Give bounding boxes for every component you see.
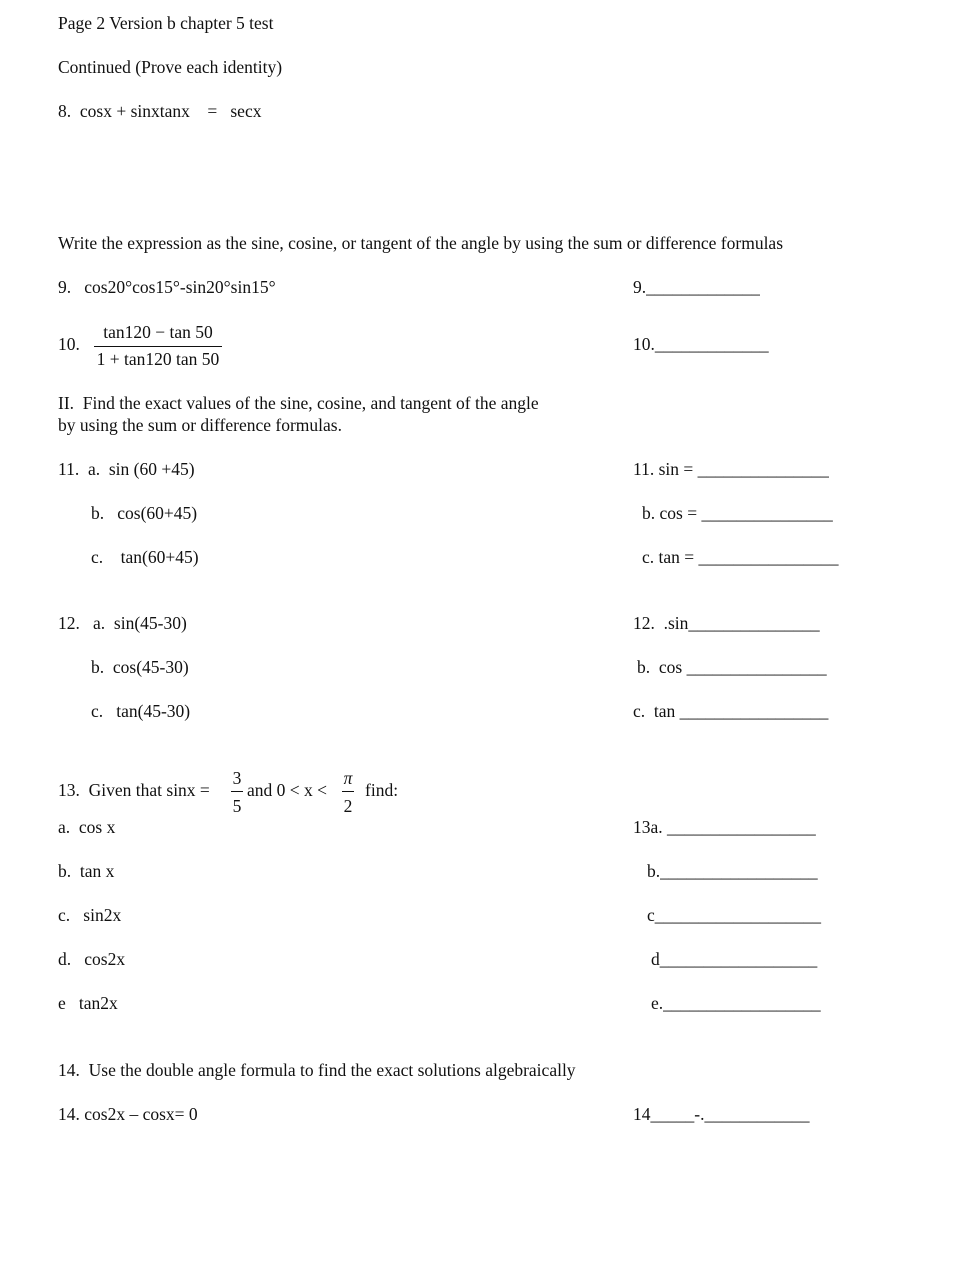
fraction-denominator: 2 — [343, 796, 353, 816]
answer-blank-12b: b. cos ________________ — [637, 657, 827, 677]
fraction-numerator: tan120 − tan 50 — [103, 322, 213, 342]
question-11b: b. cos(60+45) — [91, 503, 198, 523]
fraction-numerator: 3 — [232, 768, 242, 788]
sum-difference-instruction: Write the expression as the sine, cosine, or tangent of the angle by using the sum or difference formulas — [58, 233, 784, 253]
answer-blank-13a: 13a. _________________ — [633, 817, 816, 837]
question-13-suffix: find: — [365, 780, 399, 800]
question-13e: e tan2x — [58, 993, 118, 1013]
answer-blank-13d: d__________________ — [651, 949, 818, 969]
question-10-fraction — [92, 322, 224, 370]
question-14-instruction: 14. Use the double angle formula to find the exact solutions algebraically — [58, 1060, 576, 1080]
section-2-instruction-line2: by using the sum or difference formulas. — [58, 415, 342, 435]
answer-blank-12a: 12. .sin_______________ — [633, 613, 820, 633]
question-13d: d. cos2x — [58, 949, 126, 969]
question-13b: b. tan x — [58, 861, 115, 881]
answer-blank-13e: e.__________________ — [651, 993, 821, 1013]
question-12c: c. tan(45-30) — [91, 701, 191, 721]
fraction-bar — [94, 346, 222, 347]
answer-blank-9: 9._____________ — [633, 277, 760, 297]
answer-blank-11b: b. cos = _______________ — [642, 503, 833, 523]
question-13c: c. sin2x — [58, 905, 122, 925]
fraction-denominator: 1 + tan120 tan 50 — [96, 349, 220, 369]
answer-blank-11a: 11. sin = _______________ — [633, 459, 829, 479]
fraction-denominator: 5 — [232, 796, 242, 816]
answer-blank-14: 14_____-.____________ — [633, 1104, 810, 1124]
question-13-fraction-sin — [228, 768, 246, 816]
answer-blank-11c: c. tan = ________________ — [642, 547, 839, 567]
question-8: 8. cosx + sinxtanx = secx — [58, 101, 262, 121]
question-11a: 11. a. sin (60 +45) — [58, 459, 195, 479]
page-header: Page 2 Version b chapter 5 test — [58, 13, 274, 33]
continued-heading: Continued (Prove each identity) — [58, 57, 283, 77]
answer-blank-13c: c___________________ — [647, 905, 822, 925]
question-12a: 12. a. sin(45-30) — [58, 613, 187, 633]
question-12b: b. cos(45-30) — [91, 657, 189, 677]
fraction-bar — [342, 791, 354, 792]
answer-blank-12c: c. tan _________________ — [633, 701, 829, 721]
question-10-label: 10. — [58, 334, 80, 354]
answer-blank-13b: b.__________________ — [647, 861, 818, 881]
question-11c: c. tan(60+45) — [91, 547, 199, 567]
question-9: 9. cos20°cos15°-sin20°sin15° — [58, 277, 276, 297]
question-13-prefix: 13. Given that sinx = — [58, 780, 210, 800]
fraction-numerator: π — [343, 768, 353, 788]
question-14: 14. cos2x – cosx= 0 — [58, 1104, 198, 1124]
fraction-bar — [231, 791, 243, 792]
question-13-fraction-pi — [339, 768, 357, 816]
answer-blank-10: 10._____________ — [633, 334, 769, 354]
question-13-middle: and 0 < x < — [247, 780, 328, 800]
question-13a: a. cos x — [58, 817, 116, 837]
section-2-instruction-line1: II. Find the exact values of the sine, cosine, and tangent of the angle — [58, 393, 539, 413]
